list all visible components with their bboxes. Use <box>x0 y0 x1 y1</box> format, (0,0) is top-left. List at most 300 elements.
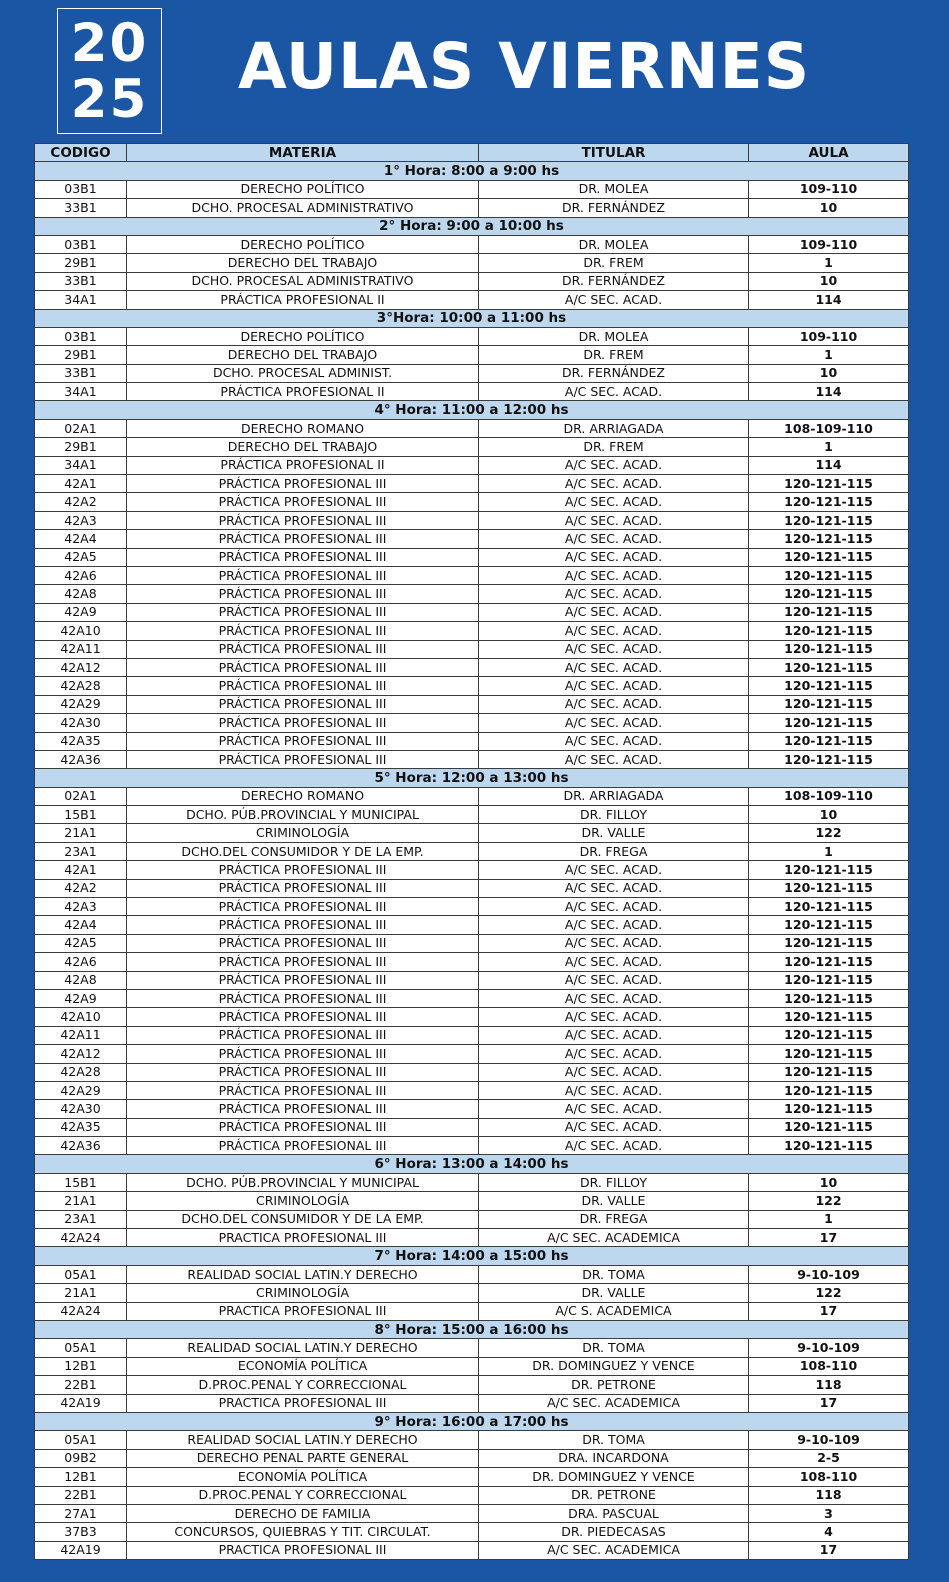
aula-cell: 120-121-115 <box>749 622 909 640</box>
table-row <box>35 1118 909 1136</box>
codigo-cell: 23A1 <box>35 1210 127 1228</box>
codigo-cell: 42A9 <box>35 603 127 621</box>
codigo-cell: 22B1 <box>35 1486 127 1504</box>
titular-cell: A/C SEC. ACADEMICA <box>479 1394 749 1412</box>
table-row <box>35 1376 909 1394</box>
materia-cell: DCHO. PROCESAL ADMINISTRATIVO <box>127 272 479 290</box>
table-row <box>35 1026 909 1044</box>
titular-cell: DR. ARRIAGADA <box>479 419 749 437</box>
codigo-cell: 42A24 <box>35 1302 127 1320</box>
codigo-cell: 42A30 <box>35 1100 127 1118</box>
codigo-cell: 42A12 <box>35 658 127 676</box>
table-row <box>35 622 909 640</box>
codigo-cell: 42A4 <box>35 530 127 548</box>
aula-cell: 120-121-115 <box>749 677 909 695</box>
codigo-cell: 03B1 <box>35 180 127 198</box>
hour-label: 4° Hora: 11:00 a 12:00 hs <box>35 401 909 419</box>
titular-cell: A/C SEC. ACAD. <box>479 1026 749 1044</box>
table-row <box>35 566 909 584</box>
table-row <box>35 916 909 934</box>
aula-cell: 120-121-115 <box>749 1026 909 1044</box>
table-row <box>35 327 909 345</box>
aula-cell: 108-109-110 <box>749 419 909 437</box>
aula-cell: 120-121-115 <box>749 879 909 897</box>
materia-cell: PRACTICA PROFESIONAL III <box>127 1394 479 1412</box>
codigo-cell: 42A19 <box>35 1541 127 1559</box>
table-row <box>35 898 909 916</box>
titular-cell: A/C SEC. ACAD. <box>479 658 749 676</box>
titular-cell: A/C SEC. ACADEMICA <box>479 1229 749 1247</box>
aula-cell: 118 <box>749 1486 909 1504</box>
materia-cell: REALIDAD SOCIAL LATIN.Y DERECHO <box>127 1339 479 1357</box>
codigo-cell: 42A1 <box>35 861 127 879</box>
materia-cell: PRÁCTICA PROFESIONAL III <box>127 971 479 989</box>
materia-cell: PRÁCTICA PROFESIONAL III <box>127 861 479 879</box>
titular-cell: DR. FREGA <box>479 1210 749 1228</box>
titular-cell: DR. TOMA <box>479 1265 749 1283</box>
hour-label: 8° Hora: 15:00 a 16:00 hs <box>35 1321 909 1339</box>
titular-cell: DR. ARRIAGADA <box>479 787 749 805</box>
codigo-cell: 42A35 <box>35 732 127 750</box>
aula-cell: 1 <box>749 438 909 456</box>
table-row <box>35 1008 909 1026</box>
table-row <box>35 787 909 805</box>
hour-header-row <box>35 1412 909 1430</box>
titular-cell: DR. FREM <box>479 438 749 456</box>
materia-cell: PRÁCTICA PROFESIONAL III <box>127 475 479 493</box>
titular-cell: DR. PIEDECASAS <box>479 1523 749 1541</box>
table-row <box>35 530 909 548</box>
titular-cell: A/C SEC. ACAD. <box>479 603 749 621</box>
aula-cell: 10 <box>749 199 909 217</box>
materia-cell: ECONOMÍA POLÍTICA <box>127 1468 479 1486</box>
aula-cell: 120-121-115 <box>749 1045 909 1063</box>
titular-cell: A/C SEC. ACADEMICA <box>479 1541 749 1559</box>
hour-label: 9° Hora: 16:00 a 17:00 hs <box>35 1412 909 1430</box>
titular-cell: DR. MOLEA <box>479 235 749 253</box>
aula-cell: 17 <box>749 1541 909 1559</box>
table-row <box>35 1523 909 1541</box>
codigo-cell: 22B1 <box>35 1376 127 1394</box>
table-row <box>35 585 909 603</box>
titular-cell: A/C SEC. ACAD. <box>479 1081 749 1099</box>
aula-cell: 120-121-115 <box>749 585 909 603</box>
aula-cell: 1 <box>749 346 909 364</box>
titular-cell: DR. MOLEA <box>479 327 749 345</box>
codigo-cell: 42A11 <box>35 1026 127 1044</box>
materia-cell: PRÁCTICA PROFESIONAL III <box>127 750 479 768</box>
codigo-cell: 42A6 <box>35 566 127 584</box>
materia-cell: REALIDAD SOCIAL LATIN.Y DERECHO <box>127 1265 479 1283</box>
titular-cell: DR. FERNÁNDEZ <box>479 199 749 217</box>
codigo-cell: 02A1 <box>35 787 127 805</box>
table-row <box>35 1265 909 1283</box>
aula-cell: 120-121-115 <box>749 989 909 1007</box>
col-header-codigo: CODIGO <box>35 144 127 162</box>
codigo-cell: 42A36 <box>35 750 127 768</box>
table-row <box>35 1045 909 1063</box>
aula-cell: 9-10-109 <box>749 1431 909 1449</box>
table-row <box>35 1284 909 1302</box>
aula-cell: 3 <box>749 1504 909 1522</box>
aula-cell: 120-121-115 <box>749 695 909 713</box>
aula-cell: 17 <box>749 1302 909 1320</box>
materia-cell: PRÁCTICA PROFESIONAL III <box>127 566 479 584</box>
materia-cell: DERECHO POLÍTICO <box>127 180 479 198</box>
codigo-cell: 42A10 <box>35 1008 127 1026</box>
table-row <box>35 1468 909 1486</box>
table-row <box>35 824 909 842</box>
aula-cell: 120-121-115 <box>749 511 909 529</box>
materia-cell: PRÁCTICA PROFESIONAL III <box>127 548 479 566</box>
materia-cell: D.PROC.PENAL Y CORRECCIONAL <box>127 1376 479 1394</box>
titular-cell: A/C SEC. ACAD. <box>479 677 749 695</box>
header-row <box>35 144 909 162</box>
table-row <box>35 1173 909 1191</box>
titular-cell: DR. FREGA <box>479 842 749 860</box>
table-row <box>35 732 909 750</box>
titular-cell: A/C SEC. ACAD. <box>479 1008 749 1026</box>
table-row <box>35 989 909 1007</box>
col-header-titular: TITULAR <box>479 144 749 162</box>
table-row <box>35 254 909 272</box>
materia-cell: PRÁCTICA PROFESIONAL III <box>127 603 479 621</box>
materia-cell: PRACTICA PROFESIONAL III <box>127 1302 479 1320</box>
codigo-cell: 42A8 <box>35 971 127 989</box>
materia-cell: PRÁCTICA PROFESIONAL III <box>127 640 479 658</box>
codigo-cell: 42A1 <box>35 475 127 493</box>
materia-cell: DERECHO DEL TRABAJO <box>127 254 479 272</box>
materia-cell: PRACTICA PROFESIONAL III <box>127 1229 479 1247</box>
materia-cell: PRÁCTICA PROFESIONAL III <box>127 1008 479 1026</box>
aula-cell: 10 <box>749 364 909 382</box>
materia-cell: PRÁCTICA PROFESIONAL III <box>127 1063 479 1081</box>
aula-cell: 120-121-115 <box>749 1118 909 1136</box>
aula-cell: 9-10-109 <box>749 1265 909 1283</box>
aula-cell: 120-121-115 <box>749 548 909 566</box>
aula-cell: 120-121-115 <box>749 732 909 750</box>
materia-cell: DERECHO POLÍTICO <box>127 235 479 253</box>
codigo-cell: 42A30 <box>35 714 127 732</box>
codigo-cell: 21A1 <box>35 1284 127 1302</box>
titular-cell: A/C SEC. ACAD. <box>479 953 749 971</box>
titular-cell: A/C SEC. ACAD. <box>479 971 749 989</box>
aula-cell: 120-121-115 <box>749 1008 909 1026</box>
materia-cell: PRÁCTICA PROFESIONAL II <box>127 456 479 474</box>
titular-cell: DR. DOMINGUEZ Y VENCE <box>479 1468 749 1486</box>
titular-cell: DR. FILLOY <box>479 806 749 824</box>
aula-cell: 120-121-115 <box>749 640 909 658</box>
materia-cell: DERECHO DEL TRABAJO <box>127 438 479 456</box>
codigo-cell: 42A3 <box>35 898 127 916</box>
hour-header-row <box>35 1155 909 1173</box>
codigo-cell: 05A1 <box>35 1265 127 1283</box>
materia-cell: DCHO.DEL CONSUMIDOR Y DE LA EMP. <box>127 1210 479 1228</box>
codigo-cell: 33B1 <box>35 364 127 382</box>
titular-cell: DR. FREM <box>479 254 749 272</box>
titular-cell: A/C SEC. ACAD. <box>479 732 749 750</box>
aula-cell: 108-110 <box>749 1357 909 1375</box>
hour-header-row <box>35 162 909 180</box>
hour-label: 2° Hora: 9:00 a 10:00 hs <box>35 217 909 235</box>
titular-cell: A/C SEC. ACAD. <box>479 640 749 658</box>
materia-cell: PRÁCTICA PROFESIONAL III <box>127 585 479 603</box>
aula-cell: 120-121-115 <box>749 603 909 621</box>
codigo-cell: 15B1 <box>35 806 127 824</box>
materia-cell: CRIMINOLOGÍA <box>127 1192 479 1210</box>
codigo-cell: 42A24 <box>35 1229 127 1247</box>
titular-cell: A/C S. ACADEMICA <box>479 1302 749 1320</box>
codigo-cell: 42A19 <box>35 1394 127 1412</box>
table-row <box>35 695 909 713</box>
table-row <box>35 383 909 401</box>
titular-cell: A/C SEC. ACAD. <box>479 383 749 401</box>
codigo-cell: 23A1 <box>35 842 127 860</box>
codigo-cell: 42A28 <box>35 677 127 695</box>
codigo-cell: 21A1 <box>35 1192 127 1210</box>
titular-cell: A/C SEC. ACAD. <box>479 879 749 897</box>
table-row <box>35 548 909 566</box>
schedule-table <box>34 143 909 1560</box>
table-row <box>35 475 909 493</box>
aula-cell: 10 <box>749 806 909 824</box>
materia-cell: PRÁCTICA PROFESIONAL III <box>127 530 479 548</box>
titular-cell: A/C SEC. ACAD. <box>479 530 749 548</box>
titular-cell: A/C SEC. ACAD. <box>479 1137 749 1155</box>
table-row <box>35 1302 909 1320</box>
titular-cell: A/C SEC. ACAD. <box>479 989 749 1007</box>
table-row <box>35 346 909 364</box>
table-row <box>35 1137 909 1155</box>
aula-cell: 1 <box>749 1210 909 1228</box>
materia-cell: DERECHO ROMANO <box>127 787 479 805</box>
titular-cell: DR. FERNÁNDEZ <box>479 364 749 382</box>
codigo-cell: 42A5 <box>35 548 127 566</box>
titular-cell: A/C SEC. ACAD. <box>479 1100 749 1118</box>
table-row <box>35 953 909 971</box>
aula-cell: 2-5 <box>749 1449 909 1467</box>
materia-cell: PRÁCTICA PROFESIONAL II <box>127 383 479 401</box>
titular-cell: A/C SEC. ACAD. <box>479 493 749 511</box>
aula-cell: 109-110 <box>749 180 909 198</box>
table-row <box>35 1449 909 1467</box>
hour-label: 7° Hora: 14:00 a 15:00 hs <box>35 1247 909 1265</box>
aula-cell: 120-121-115 <box>749 934 909 952</box>
titular-cell: A/C SEC. ACAD. <box>479 916 749 934</box>
codigo-cell: 42A29 <box>35 695 127 713</box>
table-row <box>35 1192 909 1210</box>
table-row <box>35 419 909 437</box>
materia-cell: CONCURSOS, QUIEBRAS Y TIT. CIRCULAT. <box>127 1523 479 1541</box>
materia-cell: CRIMINOLOGÍA <box>127 1284 479 1302</box>
materia-cell: DCHO. PÚB.PROVINCIAL Y MUNICIPAL <box>127 1173 479 1191</box>
titular-cell: DR. MOLEA <box>479 180 749 198</box>
materia-cell: PRÁCTICA PROFESIONAL III <box>127 622 479 640</box>
materia-cell: PRÁCTICA PROFESIONAL III <box>127 953 479 971</box>
codigo-cell: 42A9 <box>35 989 127 1007</box>
table-row <box>35 934 909 952</box>
materia-cell: PRÁCTICA PROFESIONAL III <box>127 714 479 732</box>
aula-cell: 114 <box>749 291 909 309</box>
aula-cell: 4 <box>749 1523 909 1541</box>
table-row <box>35 180 909 198</box>
materia-cell: PRÁCTICA PROFESIONAL III <box>127 1045 479 1063</box>
materia-cell: PRÁCTICA PROFESIONAL III <box>127 934 479 952</box>
aula-cell: 109-110 <box>749 327 909 345</box>
titular-cell: A/C SEC. ACAD. <box>479 1118 749 1136</box>
aula-cell: 120-121-115 <box>749 861 909 879</box>
materia-cell: DCHO.DEL CONSUMIDOR Y DE LA EMP. <box>127 842 479 860</box>
table-row <box>35 640 909 658</box>
hour-header-row <box>35 1321 909 1339</box>
codigo-cell: 42A12 <box>35 1045 127 1063</box>
table-row <box>35 291 909 309</box>
aula-cell: 120-121-115 <box>749 1063 909 1081</box>
col-header-aula: AULA <box>749 144 909 162</box>
table-row <box>35 1504 909 1522</box>
aula-cell: 120-121-115 <box>749 714 909 732</box>
materia-cell: REALIDAD SOCIAL LATIN.Y DERECHO <box>127 1431 479 1449</box>
materia-cell: PRÁCTICA PROFESIONAL III <box>127 695 479 713</box>
codigo-cell: 09B2 <box>35 1449 127 1467</box>
materia-cell: PRÁCTICA PROFESIONAL III <box>127 677 479 695</box>
year-top: 20 <box>70 13 149 74</box>
table-row <box>35 364 909 382</box>
table-row <box>35 714 909 732</box>
materia-cell: DERECHO PENAL PARTE GENERAL <box>127 1449 479 1467</box>
materia-cell: PRÁCTICA PROFESIONAL III <box>127 511 479 529</box>
materia-cell: PRÁCTICA PROFESIONAL III <box>127 989 479 1007</box>
table-row <box>35 456 909 474</box>
codigo-cell: 05A1 <box>35 1431 127 1449</box>
table-row <box>35 971 909 989</box>
titular-cell: DRA. INCARDONA <box>479 1449 749 1467</box>
aula-cell: 17 <box>749 1229 909 1247</box>
table-row <box>35 750 909 768</box>
hour-label: 1° Hora: 8:00 a 9:00 hs <box>35 162 909 180</box>
hour-label: 5° Hora: 12:00 a 13:00 hs <box>35 769 909 787</box>
aula-cell: 10 <box>749 272 909 290</box>
codigo-cell: 42A2 <box>35 493 127 511</box>
materia-cell: D.PROC.PENAL Y CORRECCIONAL <box>127 1486 479 1504</box>
aula-cell: 114 <box>749 383 909 401</box>
codigo-cell: 42A36 <box>35 1137 127 1155</box>
materia-cell: PRÁCTICA PROFESIONAL II <box>127 291 479 309</box>
codigo-cell: 42A28 <box>35 1063 127 1081</box>
hour-header-row <box>35 309 909 327</box>
materia-cell: ECONOMÍA POLÍTICA <box>127 1357 479 1375</box>
table-row <box>35 677 909 695</box>
hour-header-row <box>35 769 909 787</box>
codigo-cell: 03B1 <box>35 327 127 345</box>
titular-cell: A/C SEC. ACAD. <box>479 291 749 309</box>
table-row <box>35 1339 909 1357</box>
codigo-cell: 42A5 <box>35 934 127 952</box>
codigo-cell: 37B3 <box>35 1523 127 1541</box>
titular-cell: A/C SEC. ACAD. <box>479 585 749 603</box>
table-row <box>35 806 909 824</box>
aula-cell: 109-110 <box>749 235 909 253</box>
aula-cell: 120-121-115 <box>749 493 909 511</box>
codigo-cell: 42A4 <box>35 916 127 934</box>
table-row <box>35 199 909 217</box>
codigo-cell: 33B1 <box>35 199 127 217</box>
materia-cell: DCHO. PROCESAL ADMINISTRATIVO <box>127 199 479 217</box>
codigo-cell: 05A1 <box>35 1339 127 1357</box>
aula-cell: 108-110 <box>749 1468 909 1486</box>
titular-cell: A/C SEC. ACAD. <box>479 1045 749 1063</box>
col-header-materia: MATERIA <box>127 144 479 162</box>
codigo-cell: 34A1 <box>35 456 127 474</box>
titular-cell: A/C SEC. ACAD. <box>479 511 749 529</box>
titular-cell: A/C SEC. ACAD. <box>479 548 749 566</box>
aula-cell: 118 <box>749 1376 909 1394</box>
codigo-cell: 03B1 <box>35 235 127 253</box>
aula-cell: 108-109-110 <box>749 787 909 805</box>
materia-cell: DERECHO POLÍTICO <box>127 327 479 345</box>
codigo-cell: 42A11 <box>35 640 127 658</box>
table-row <box>35 658 909 676</box>
codigo-cell: 42A2 <box>35 879 127 897</box>
titular-cell: DR. DOMINGUEZ Y VENCE <box>479 1357 749 1375</box>
codigo-cell: 42A8 <box>35 585 127 603</box>
table-row <box>35 879 909 897</box>
materia-cell: DCHO. PÚB.PROVINCIAL Y MUNICIPAL <box>127 806 479 824</box>
aula-cell: 120-121-115 <box>749 916 909 934</box>
materia-cell: DERECHO DEL TRABAJO <box>127 346 479 364</box>
titular-cell: A/C SEC. ACAD. <box>479 1063 749 1081</box>
materia-cell: PRÁCTICA PROFESIONAL III <box>127 879 479 897</box>
codigo-cell: 42A10 <box>35 622 127 640</box>
aula-cell: 120-121-115 <box>749 475 909 493</box>
table-row <box>35 603 909 621</box>
table-row <box>35 1081 909 1099</box>
table-row <box>35 1100 909 1118</box>
aula-cell: 122 <box>749 1284 909 1302</box>
table-row <box>35 1357 909 1375</box>
titular-cell: DR. TOMA <box>479 1431 749 1449</box>
materia-cell: PRÁCTICA PROFESIONAL III <box>127 1100 479 1118</box>
hour-label: 3°Hora: 10:00 a 11:00 hs <box>35 309 909 327</box>
codigo-cell: 29B1 <box>35 346 127 364</box>
codigo-cell: 42A29 <box>35 1081 127 1099</box>
titular-cell: A/C SEC. ACAD. <box>479 934 749 952</box>
titular-cell: A/C SEC. ACAD. <box>479 456 749 474</box>
materia-cell: PRÁCTICA PROFESIONAL III <box>127 732 479 750</box>
titular-cell: A/C SEC. ACAD. <box>479 750 749 768</box>
codigo-cell: 02A1 <box>35 419 127 437</box>
materia-cell: PRÁCTICA PROFESIONAL III <box>127 1081 479 1099</box>
titular-cell: DR. VALLE <box>479 1284 749 1302</box>
materia-cell: PRÁCTICA PROFESIONAL III <box>127 1026 479 1044</box>
table-row <box>35 1394 909 1412</box>
codigo-cell: 42A3 <box>35 511 127 529</box>
aula-cell: 120-121-115 <box>749 898 909 916</box>
codigo-cell: 42A6 <box>35 953 127 971</box>
codigo-cell: 15B1 <box>35 1173 127 1191</box>
codigo-cell: 12B1 <box>35 1468 127 1486</box>
codigo-cell: 12B1 <box>35 1357 127 1375</box>
codigo-cell: 34A1 <box>35 291 127 309</box>
table-row <box>35 1063 909 1081</box>
aula-cell: 120-121-115 <box>749 1100 909 1118</box>
titular-cell: A/C SEC. ACAD. <box>479 475 749 493</box>
titular-cell: A/C SEC. ACAD. <box>479 861 749 879</box>
titular-cell: DR. VALLE <box>479 1192 749 1210</box>
titular-cell: A/C SEC. ACAD. <box>479 566 749 584</box>
aula-cell: 120-121-115 <box>749 971 909 989</box>
titular-cell: A/C SEC. ACAD. <box>479 714 749 732</box>
